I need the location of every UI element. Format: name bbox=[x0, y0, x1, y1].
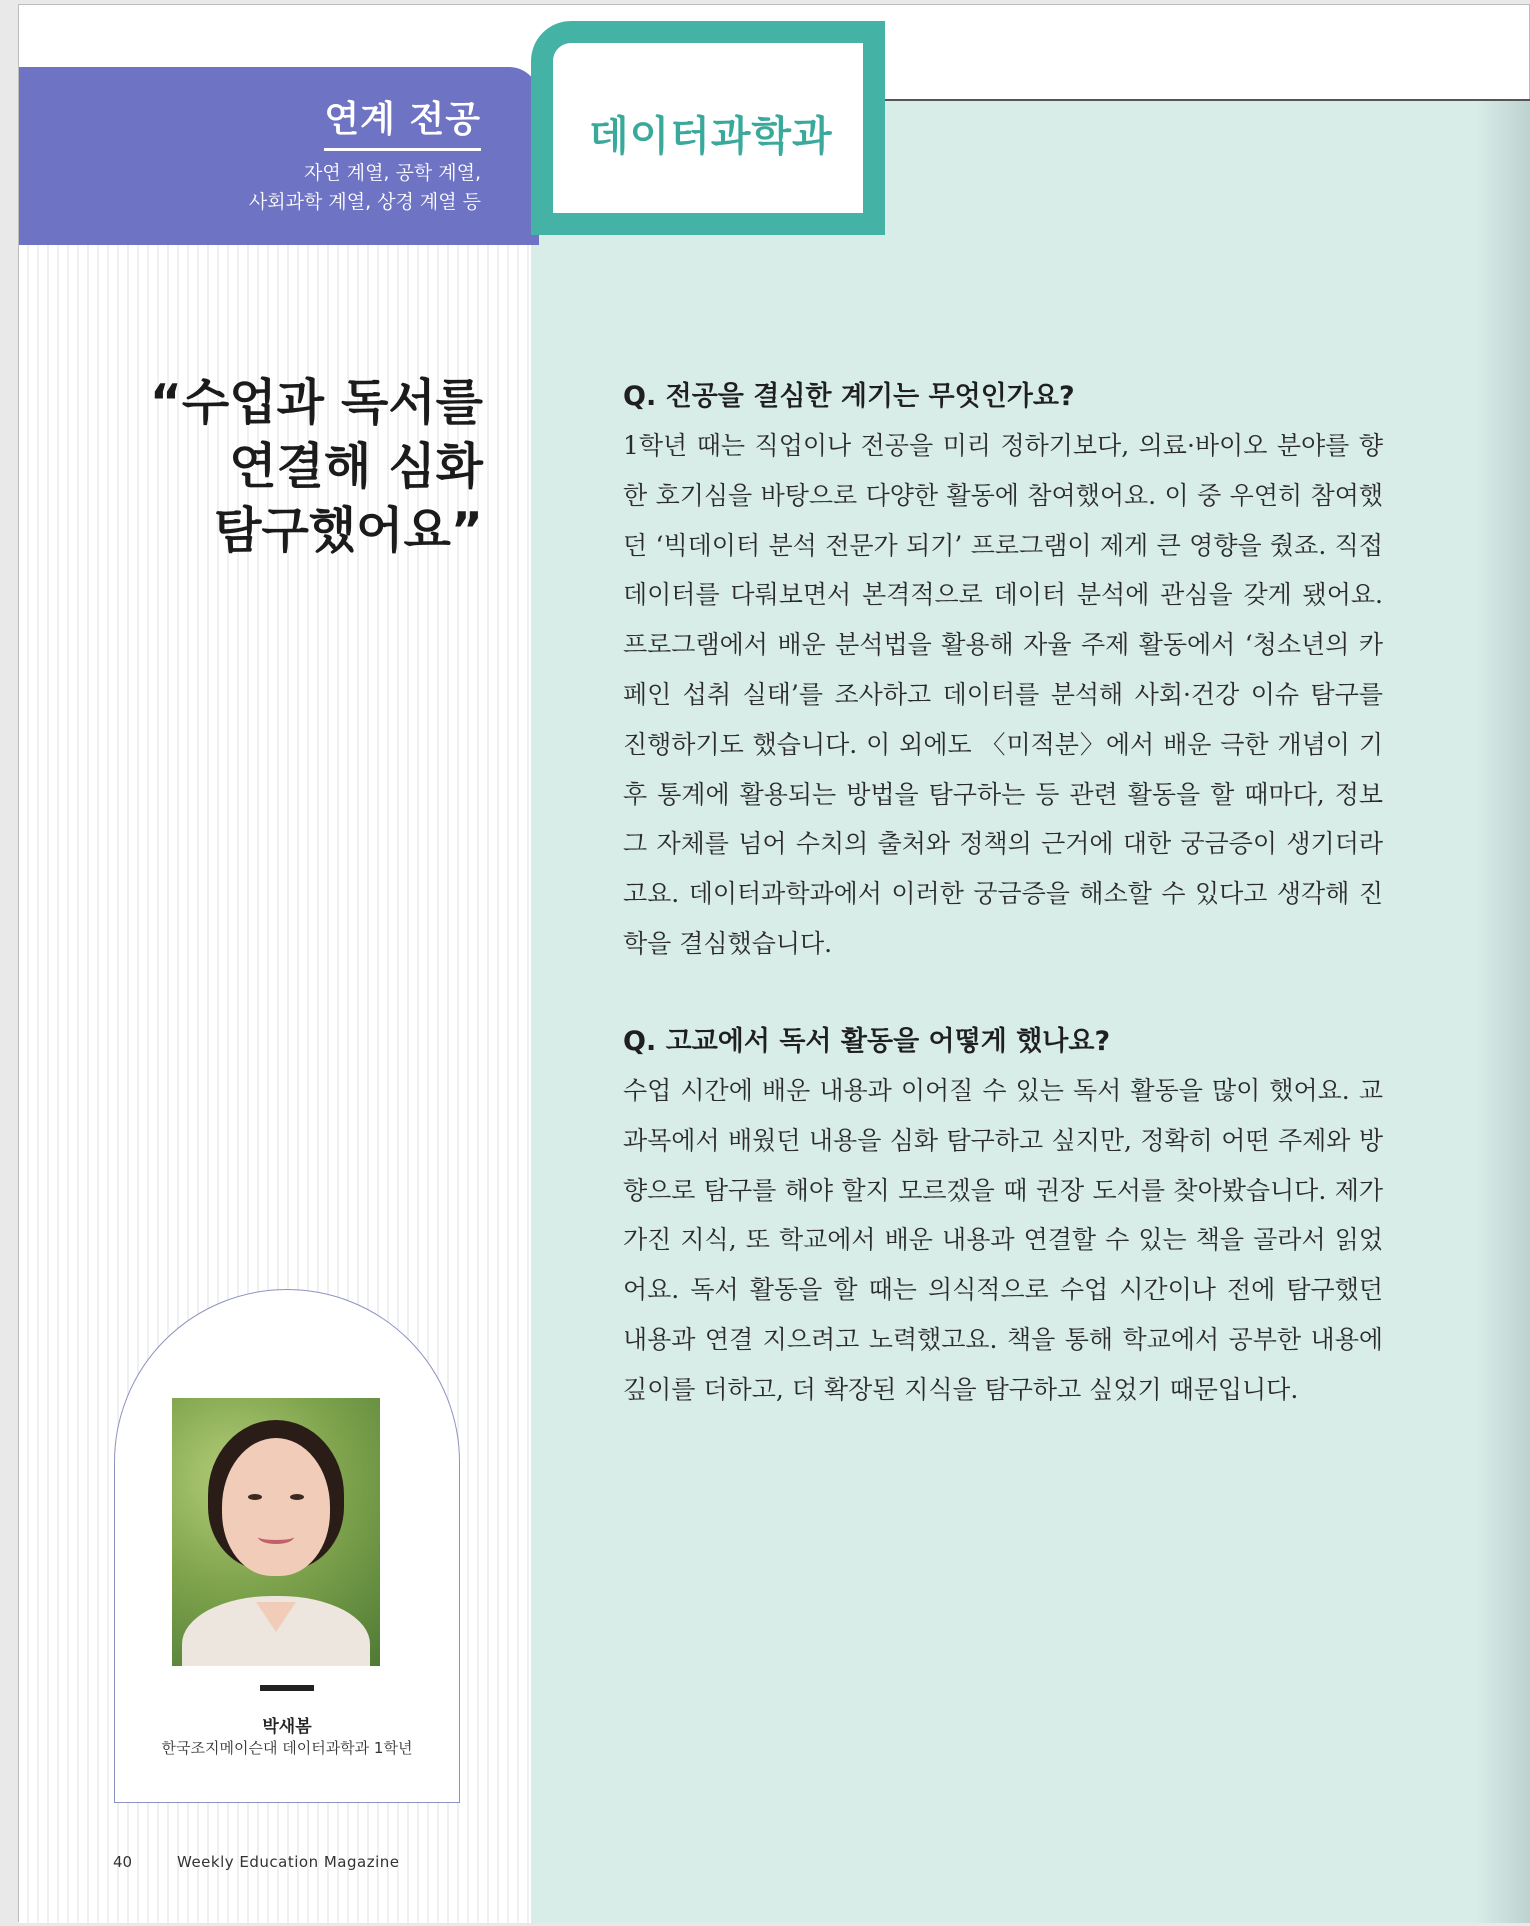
department-title: 데이터과학과 bbox=[589, 112, 833, 160]
page-number: 40 bbox=[113, 1853, 133, 1871]
section-subtitle-line2: 사회과학 계열, 상경 계열 등 bbox=[248, 191, 481, 213]
pull-quote-line1: “수업과 독서를 bbox=[149, 374, 483, 431]
portrait-face bbox=[222, 1438, 330, 1576]
page-edge-shadow bbox=[1475, 101, 1530, 1923]
student-name: 박새봄 bbox=[262, 1717, 312, 1737]
student-affiliation: 한국조지메이슨대 데이터과학과 1학년 bbox=[161, 1739, 413, 1757]
profile-card bbox=[114, 1289, 460, 1803]
magazine-page bbox=[18, 4, 1530, 1922]
portrait-smile bbox=[258, 1530, 294, 1544]
pull-quote-line2: 연결해 심화 bbox=[229, 438, 483, 495]
student-portrait-photo bbox=[172, 1398, 380, 1666]
pull-quote bbox=[63, 371, 483, 563]
question-2: Q. 고교에서 독서 활동을 어떻게 했나요? bbox=[623, 1026, 1111, 1057]
portrait-eye-right bbox=[290, 1494, 304, 1500]
section-subtitle-line1: 자연 계열, 공학 계열, bbox=[303, 162, 481, 184]
header-rule bbox=[879, 99, 1530, 101]
name-divider bbox=[260, 1685, 314, 1691]
qa-block-1 bbox=[623, 375, 1383, 969]
department-tab-inner bbox=[553, 43, 863, 213]
department-tab bbox=[531, 21, 885, 235]
section-title: 연계 전공 bbox=[324, 91, 481, 151]
qa-block-2 bbox=[623, 1020, 1383, 1415]
section-subtitle bbox=[249, 159, 481, 217]
pull-quote-line3: 탐구했어요” bbox=[214, 502, 483, 559]
question-1: Q. 전공을 결심한 계기는 무엇인가요? bbox=[623, 381, 1075, 412]
related-majors-banner bbox=[19, 67, 539, 245]
magazine-name: Weekly Education Magazine bbox=[177, 1853, 400, 1871]
portrait-eye-left bbox=[248, 1494, 262, 1500]
answer-2: 수업 시간에 배운 내용과 이어질 수 있는 독서 활동을 많이 했어요. 교과목에서 배웠던 내용을 심화 탐구하고 싶지만, 정확히 어떤 주제와 방향으로 탐구를 해야 할지 모르겠을 때 권장 도서를 찾아봤습니다. 제가 가진 지식, 또 학교에서 배운 내용과 연결할 수 있는 책을 골라서 읽었어요. 독서 활동을 할 때는 의식적으로 수업 시간이나 전에 탐구했던 내용과 연결 지으려고 노력했고요. 책을 통해 학교에서 공부한 내용에 깊이를 더하고, 더 확장된 지식을 탐구하고 싶었기 때문입니다. bbox=[623, 1076, 1383, 1404]
answer-1: 1학년 때는 직업이나 전공을 미리 정하기보다, 의료·바이오 분야를 향한 호기심을 바탕으로 다양한 활동에 참여했어요. 이 중 우연히 참여했던 ‘빅데이터 분석 전문가 되기’ 프로그램이 제게 큰 영향을 줬죠. 직접 데이터를 다뤄보면서 본격적으로 데이터 분석에 관심을 갖게 됐어요. 프로그램에서 배운 분석법을 활용해 자율 주제 활동에서 ‘청소년의 카페인 섭취 실태’를 조사하고 데이터를 분석해 사회·건강 이슈 탐구를 진행하기도 했습니다. 이 외에도 〈미적분〉에서 배운 극한 개념이 기후 통계에 활용되는 방법을 탐구하는 등 관련 활동을 할 때마다, 정보 그 자체를 넘어 수치의 출처와 정책의 근거에 대한 궁금증이 생기더라고요. 데이터과학과에서 이러한 궁금증을 해소할 수 있다고 생각해 진학을 결심했습니다. bbox=[623, 431, 1383, 958]
